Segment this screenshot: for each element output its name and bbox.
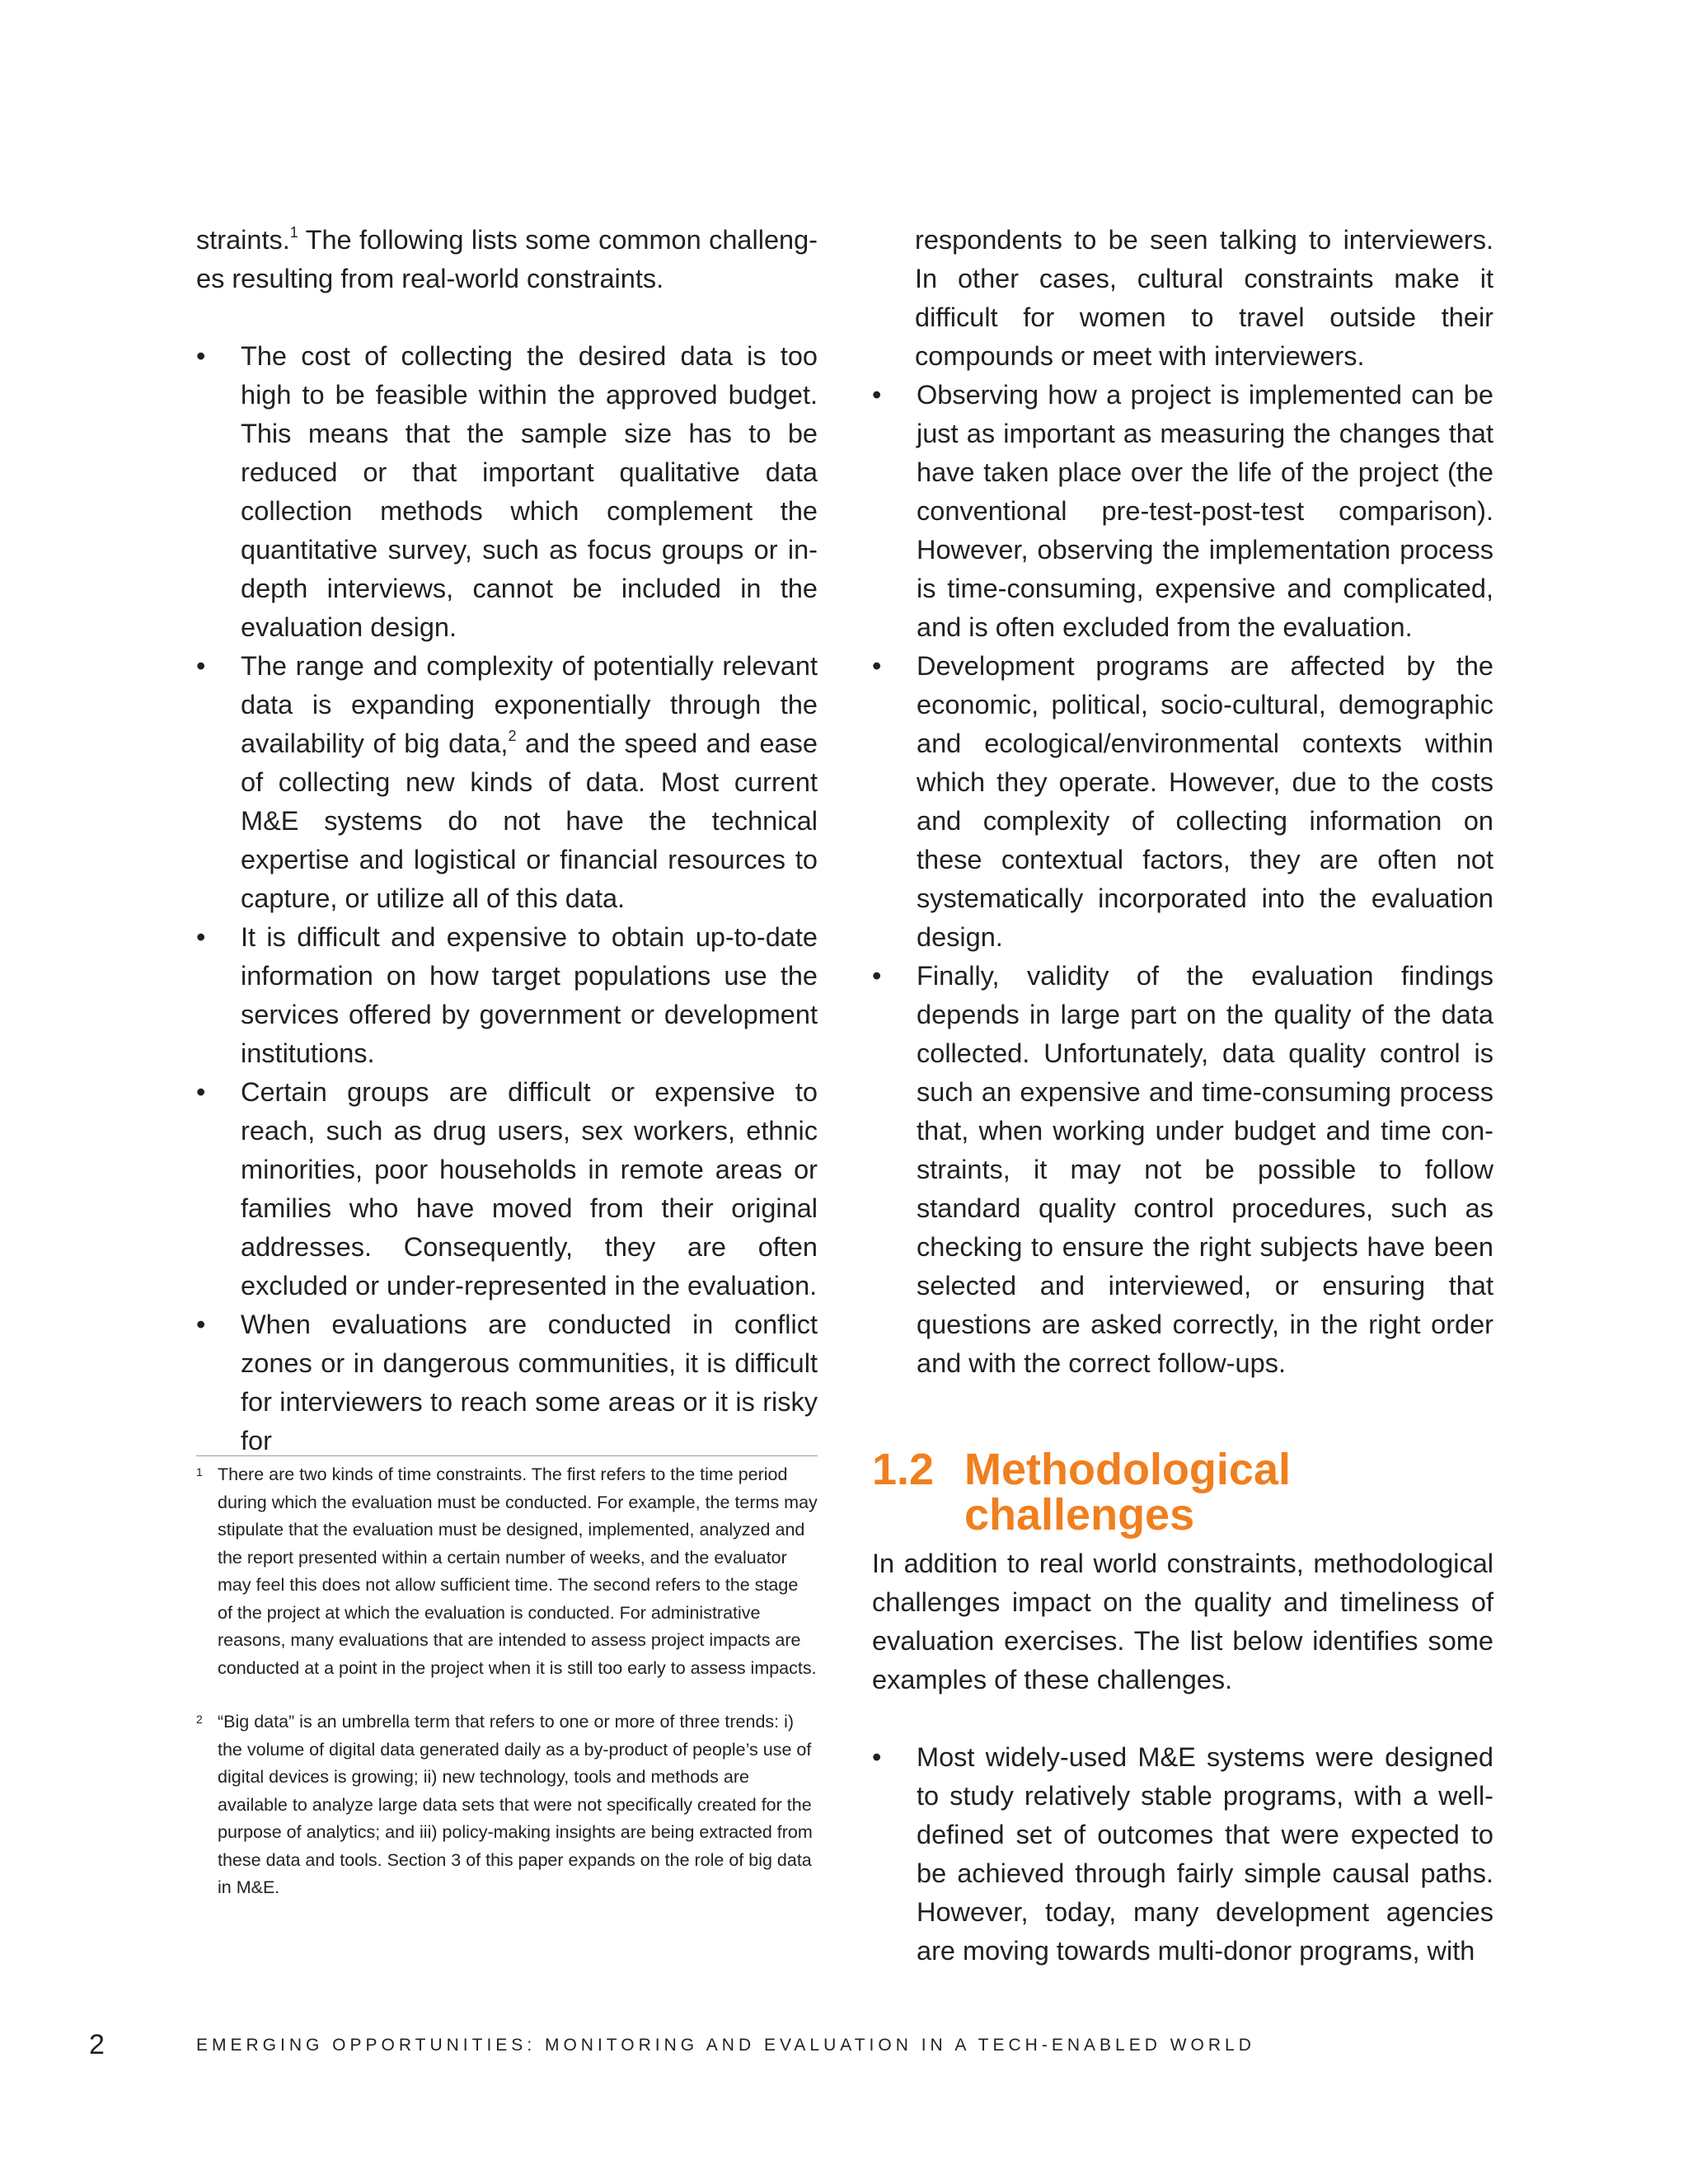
footnote-1: 1 There are two kinds of time constraints. The first refers to the time period during which the evaluation must be conducted. For example, the terms may stipulate that the evaluation must be designed, implemented, analyzed and the report presented within a certain number of weeks, and the evaluator may feel this does not allow sufficient time. The second refers to the stage of the project at which the evaluation is conducted. For administrative reasons, many evaluations that are intended to assess project impacts are conducted at a point in the project when it is still too early to assess impacts. [196,1465,818,1678]
list-item: • When evaluations are conducted in conflict zones or in dangerous communities, it is difficult for interviewers to reach some areas or it is risky for [196,1305,818,1460]
intro-paragraph [196,221,818,298]
footnote-ref-1[interactable]: 1 [289,224,298,241]
list-item: • It is difficult and expensive to obtain up-to-date information on how target populations use the services offered by government or development institutions. [196,918,818,1073]
list-item: • The range and complexity of potentially relevant data is expanding exponentially through the availability of big data,$^2$ and the speed and ease of collecting new kinds of data. Most current M&E systems do not have the technical expertise and logistical or financial resources to capture, or utilize all of this data. [196,647,818,918]
constraints-list [196,337,818,1460]
constraints-list-cont [872,376,1493,1383]
list-item: • Development programs are affected by the economic, political, socio-cultural, demographic and ecological/environmental contexts within which they operate. However, due to the costs and complexity of collecting information on these contextual factors, they are often not systematically incorporated into the evaluation design. [872,647,1493,957]
list-item: • Finally, validity of the evaluation findings depends in large part on the quality of the data collected. Unfortunately, data quality control is such an expensive and time-consuming process that, when working under budget and time constraints, it may not be possible to follow standard quality control procedures, such as checking to ensure the right subjects have been selected and interviewed, or ensuring that questions are asked correctly, in the right order and with the correct follow-ups. [872,957,1493,1383]
page-number: 2 [89,2029,105,2060]
footnotes [196,1455,818,1902]
footnote-2: 2 “Big data” is an umbrella term that refers to one or more of three trends: i) the volume of digital data generated daily as a by-product of people’s use of digital devices is growing; ii) new technology, tools and methods are available to analyze large data sets that were not specifically created for the purpose of analytics; and iii) policy-making insights are being extracted from these data and tools. Section 3 of this paper expands on the role of big data in M&E. [196,1712,813,1897]
methodological-list [872,1738,1493,1971]
left-column [196,221,818,1460]
footnote-ref-2[interactable]: 2 [508,728,517,744]
list-item: • Observing how a project is implemented can be just as important as measuring the changes that have taken place over the life of the project (the conventional pre-test-post-test comparison). However, observing the implementation process is time-consuming, expensive and complicated, and is often excluded from the evaluation. [872,376,1493,647]
section-title: Methodological challenges [964,1445,1291,1540]
list-item: • Certain groups are difficult or expensive to reach, such as drug users, sex workers, ethnic minorities, poor households in remote areas or families who have moved from their original addresses. Consequently, they are often excluded or under-represented in the evaluation. [196,1073,818,1305]
section-intro: In addition to real world constraints, methodological challenges impact on the quality and timeliness of evaluation exercises. The list below identifies some examples of these challenges. [872,1549,1493,1694]
continued-bullet-text: respondents to be seen talking to interviewers. In other cases, cultural constraints make it difficult for women to travel outside their compounds or meet with interviewers. [915,225,1493,371]
intro-text-cont: The following lists some common challenges resulting from real-world constraints. [196,225,818,293]
list-item: • The cost of collecting the desired data is too high to be feasible within the approved budget. This means that the sample size has to be reduced or that important qualitative data collection methods which complement the quantitative survey, such as focus groups or in-depth interviews, cannot be included in the evaluation design. [196,337,818,647]
intro-text: straints. [196,225,290,255]
running-head: EMERGING OPPORTUNITIES: MONITORING AND EVALUATION IN A TECH-ENABLED WORLD [196,2036,1255,2055]
section-number: 1.2 [872,1445,935,1494]
list-item: • Most widely-used M&E systems were designed to study relatively stable programs, with a well-defined set of outcomes that were expected to be achieved through fairly simple causal paths. However, today, many development agencies are moving towards multi-donor programs, with [872,1738,1493,1971]
section-heading [872,1447,1493,1538]
right-column [872,221,1493,1971]
